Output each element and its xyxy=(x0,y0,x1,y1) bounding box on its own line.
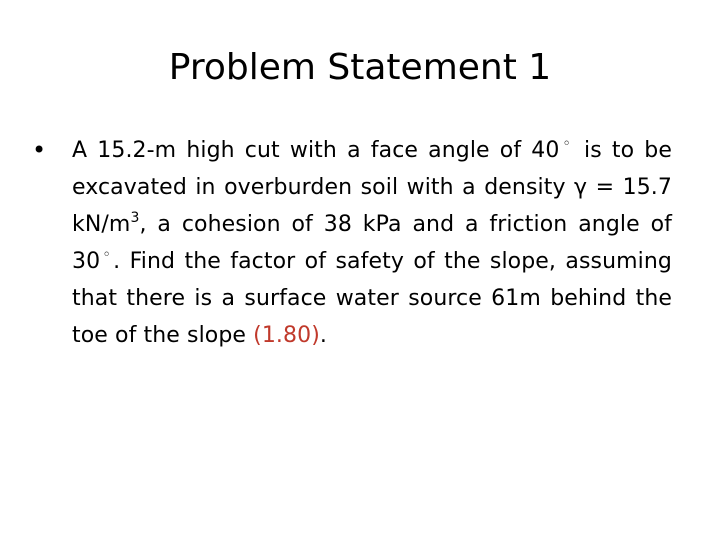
bullet-marker: • xyxy=(32,136,47,164)
slide-title: Problem Statement 1 xyxy=(168,47,552,88)
text-part-2: is to be excavated in overburden soil with a density γ = 15.7 kN/m xyxy=(72,138,673,237)
bullet-item xyxy=(32,132,672,354)
answer-value: (1.80) xyxy=(253,323,320,348)
text-part-1: A 15.2-m high cut with a face angle of 40 xyxy=(72,138,560,163)
degree-symbol: ◦ xyxy=(559,136,574,152)
text-part-3: , a cohesion of 38 kPa and a friction angle of 30 xyxy=(72,212,672,274)
text-part-5: . xyxy=(319,323,327,348)
degree-symbol: ◦ xyxy=(100,247,114,263)
text-part-4: . Find the factor of safety of the slope, assuming that there is a surface water source 61m behind the toe of the slope xyxy=(72,249,672,348)
problem-text xyxy=(32,132,672,354)
superscript-exponent: 3 xyxy=(130,210,140,226)
